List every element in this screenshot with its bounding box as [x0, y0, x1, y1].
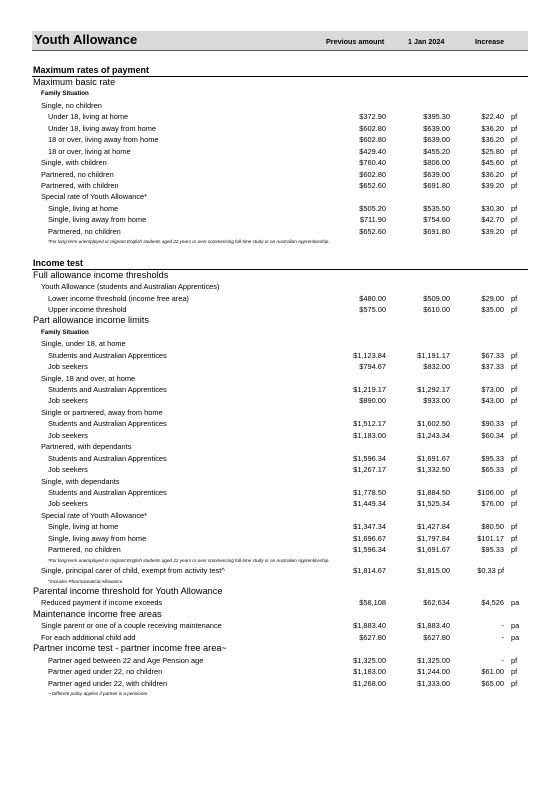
new-amount: $1,244.00 [417, 667, 450, 677]
row-label: Job seekers [48, 499, 88, 509]
row-label: Students and Australian Apprentices [48, 385, 167, 394]
row-label: Lower income threshold (income free area) [48, 293, 189, 303]
row-label: 18 or over, living at home [48, 146, 131, 156]
payment-period: pf [511, 499, 518, 509]
increase-amount: $101.17 [477, 533, 504, 543]
previous-amount: $1,347.34 [353, 522, 386, 532]
table-row [32, 293, 528, 304]
table-row [32, 620, 528, 631]
payment-period: pa [511, 632, 520, 642]
table-row [32, 169, 528, 180]
new-amount: $1,191.17 [417, 350, 450, 360]
row-label: Single, 18 and over, at home [41, 373, 136, 383]
previous-amount: $480.00 [359, 293, 386, 303]
increase-amount: $39.20 [481, 226, 504, 236]
increase-amount: $67.33 [481, 350, 504, 360]
new-amount: $1,691.67 [417, 453, 450, 463]
row-label: Single, living away from home [48, 215, 147, 225]
table-row [32, 418, 528, 429]
increase-amount: $35.00 [481, 304, 504, 314]
new-amount: $1,333.00 [417, 678, 450, 688]
payment-period: pf [511, 419, 518, 429]
table-row [32, 678, 528, 689]
table-row [32, 146, 528, 157]
increase-amount: $106.00 [477, 487, 504, 497]
payment-period: pa [511, 598, 520, 608]
payment-period: pf [511, 533, 518, 543]
row-label: Maintenance income free areas [33, 608, 162, 619]
previous-amount: $627.80 [359, 632, 386, 642]
previous-amount: $1,219.17 [353, 385, 386, 394]
footnote-row [32, 577, 528, 587]
section-heading-max-rates: Maximum rates of payment [32, 65, 528, 77]
previous-amount: $711.90 [359, 215, 386, 225]
new-amount: $691.80 [423, 226, 450, 236]
payment-period: pf [511, 169, 518, 179]
row-label: Special rate of Youth Allowance* [41, 192, 148, 202]
footnote-row [32, 689, 528, 699]
increase-amount: - [501, 655, 504, 665]
category-row [32, 609, 528, 620]
table-row [32, 533, 528, 544]
family-situation-row [32, 327, 528, 338]
row-label: Job seekers [48, 362, 88, 372]
increase-amount: $80.50 [481, 522, 504, 532]
rates-document [32, 31, 528, 698]
increase-amount: $29.00 [481, 293, 504, 303]
table-row [32, 338, 528, 349]
new-amount: $1,292.17 [417, 385, 450, 394]
previous-amount: $794.67 [359, 362, 386, 372]
table-row [32, 510, 528, 521]
payment-period: pa [511, 621, 520, 631]
row-label: Students and Australian Apprentices [48, 419, 167, 429]
previous-amount: $372.90 [359, 112, 386, 122]
new-amount: $1,797.84 [417, 533, 450, 543]
section-heading-income-test: Income test [32, 258, 528, 270]
increase-amount: $45.60 [481, 158, 504, 168]
increase-amount: $60.34 [481, 430, 504, 440]
row-label: Partnered, with dependants [41, 442, 132, 452]
category-row [32, 270, 528, 281]
table-row [32, 157, 528, 168]
increase-amount: $65.00 [481, 678, 504, 688]
previous-amount: $1,814.67 [353, 566, 386, 576]
payment-period: pf [511, 465, 518, 475]
row-label: Students and Australian Apprentices [48, 487, 167, 497]
row-label: Family Situation [41, 90, 89, 98]
new-amount: $455.20 [423, 146, 450, 156]
footnote-text: ~ Different policy applies if partner is a pensioner. [48, 690, 149, 696]
footnote-row [32, 237, 528, 247]
payment-period: pf [511, 215, 518, 225]
new-amount: $639.00 [423, 123, 450, 133]
payment-period: pf [511, 362, 518, 372]
table-row [32, 565, 528, 576]
payment-period: pf [511, 522, 518, 532]
table-header-bar [32, 31, 528, 51]
row-label: Partner income test - partner income free area~ [33, 643, 227, 654]
new-amount: $691.80 [423, 180, 450, 190]
increase-amount: $36.20 [481, 169, 504, 179]
row-label: Students and Australian Apprentices [48, 350, 167, 360]
previous-amount: $1,267.17 [353, 465, 386, 475]
new-amount: $509.00 [423, 293, 450, 303]
previous-amount: $602.80 [359, 135, 386, 145]
footnote-text: ^Includes Pharmaceutical Allowance. [48, 578, 124, 584]
increase-amount: $0.33 pf [477, 566, 504, 576]
payment-period: pf [511, 112, 518, 122]
new-amount: $1,691.67 [417, 545, 450, 555]
new-amount: $1,325.00 [417, 655, 450, 665]
new-amount: $933.00 [423, 396, 450, 406]
column-header-increase: Increase [475, 37, 505, 46]
previous-amount: $1,183.00 [353, 430, 386, 440]
new-amount: $535.50 [423, 203, 450, 213]
row-label: Part allowance income limits [33, 315, 149, 326]
previous-amount: $429.40 [359, 146, 386, 156]
row-label: Special rate of Youth Allowance* [41, 510, 148, 520]
previous-amount: $602.80 [359, 123, 386, 133]
row-label: Single or partnered, away from home [41, 407, 163, 417]
payment-period: pf [511, 655, 518, 665]
new-amount: $806.00 [423, 158, 450, 168]
payment-period: pf [511, 226, 518, 236]
income-test-table [32, 270, 528, 699]
table-row [32, 134, 528, 145]
column-header-new: 1 Jan 2024 [408, 37, 445, 46]
footnote-text: *For long-term unemployed or migrant English students aged 22 years or over commencing full-time study or an Australian Apprenticeship. [48, 557, 330, 563]
column-header-previous: Previous amount [326, 37, 385, 46]
payment-period: pf [511, 545, 518, 555]
increase-amount: $36.20 [481, 135, 504, 145]
row-label: Job seekers [48, 396, 88, 406]
footnote-row [32, 556, 528, 566]
row-label: For each additional child add [41, 632, 136, 642]
row-label: Maximum basic rate [33, 77, 116, 87]
previous-amount: $652.60 [359, 180, 386, 190]
row-label: Partner aged between 22 and Age Pension age [48, 655, 204, 665]
row-label: Partnered, with children [41, 180, 119, 190]
increase-amount: $30.30 [481, 203, 504, 213]
row-label: Partner aged under 22, no children [48, 667, 163, 677]
table-row [32, 281, 528, 292]
new-amount: $1,427.84 [417, 522, 450, 532]
table-row [32, 384, 528, 395]
payment-period: pf [511, 678, 518, 688]
payment-period: pf [511, 180, 518, 190]
previous-amount: $652.60 [359, 226, 386, 236]
row-label: Single, with dependants [41, 476, 120, 486]
payment-period: pf [511, 146, 518, 156]
table-row [32, 203, 528, 214]
new-amount: $1,884.50 [417, 487, 450, 497]
payment-period: pf [511, 203, 518, 213]
previous-amount: $1,123.84 [353, 350, 386, 360]
row-label: Youth Allowance (students and Australian Apprentices) [41, 282, 220, 292]
row-label: Partnered, no children [48, 545, 121, 555]
table-row [32, 632, 528, 643]
payment-period: pf [511, 350, 518, 360]
category-row [32, 77, 528, 88]
increase-amount: $36.20 [481, 123, 504, 133]
row-label: Upper income threshold [48, 304, 127, 314]
footnote-text: *For long-term unemployed or migrant English students aged 22 years or over commencing full-time study or an Australian Apprenticeship. [48, 239, 330, 245]
table-row [32, 487, 528, 498]
increase-amount: $43.00 [481, 396, 504, 406]
row-label: Family Situation [41, 328, 89, 336]
previous-amount: $575.00 [359, 304, 386, 314]
payment-period: pf [511, 158, 518, 168]
row-label: Job seekers [48, 430, 88, 440]
row-label: Single, with children [41, 158, 107, 168]
previous-amount: $1,778.50 [353, 487, 386, 497]
row-label: Full allowance income thresholds [33, 269, 169, 280]
new-amount: $1,883.40 [417, 621, 450, 631]
row-label: Single, under 18, at home [41, 339, 126, 349]
table-row [32, 304, 528, 315]
table-row [32, 464, 528, 475]
row-label: Single, no children [41, 100, 102, 110]
row-label: Under 18, living away from home [48, 123, 157, 133]
increase-amount: $22.40 [481, 112, 504, 122]
category-row [32, 315, 528, 326]
new-amount: $1,815.00 [417, 566, 450, 576]
max-rates-table [32, 77, 528, 247]
row-label: Partnered, no children [48, 226, 121, 236]
row-label: Single, principal carer of child, exempt from activity test^ [41, 566, 225, 576]
row-label: Students and Australian Apprentices [48, 453, 167, 463]
table-row [32, 655, 528, 666]
payment-period: pf [511, 304, 518, 314]
payment-period: pf [511, 135, 518, 145]
previous-amount: $58,108 [359, 598, 386, 608]
increase-amount: $95.33 [481, 545, 504, 555]
table-row [32, 476, 528, 487]
category-row [32, 586, 528, 597]
increase-amount: $42.70 [481, 215, 504, 225]
table-row [32, 373, 528, 384]
new-amount: $1,525.34 [417, 499, 450, 509]
increase-amount: $25.80 [481, 146, 504, 156]
increase-amount: $73.00 [481, 385, 504, 394]
payment-period: pf [511, 453, 518, 463]
increase-amount: $65.33 [481, 465, 504, 475]
row-label: Single, living away from home [48, 533, 147, 543]
increase-amount: $95.33 [481, 453, 504, 463]
table-row [32, 407, 528, 418]
row-label: Single, living at home [48, 203, 119, 213]
table-row [32, 180, 528, 191]
increase-amount: $61.00 [481, 667, 504, 677]
category-row [32, 643, 528, 654]
table-row [32, 214, 528, 225]
payment-period: pf [511, 123, 518, 133]
document-title: Youth Allowance [34, 32, 138, 47]
payment-period: pf [511, 396, 518, 406]
table-row [32, 544, 528, 555]
new-amount: $1,602.50 [417, 419, 450, 429]
new-amount: $627.80 [423, 632, 450, 642]
new-amount: $1,243.34 [417, 430, 450, 440]
table-row [32, 430, 528, 441]
previous-amount: $1,596.34 [353, 453, 386, 463]
table-row [32, 666, 528, 677]
table-row [32, 123, 528, 134]
payment-period: pf [511, 430, 518, 440]
previous-amount: $890.00 [359, 396, 386, 406]
row-label: Single, living at home [48, 522, 119, 532]
table-row [32, 100, 528, 111]
new-amount: $832.00 [423, 362, 450, 372]
increase-amount: $37.33 [481, 362, 504, 372]
new-amount: $639.00 [423, 169, 450, 179]
previous-amount: $1,183.00 [353, 667, 386, 677]
previous-amount: $760.40 [359, 158, 386, 168]
increase-amount: $76.00 [481, 499, 504, 509]
previous-amount: $1,883.40 [353, 621, 386, 631]
payment-period: pf [511, 667, 518, 677]
previous-amount: $1,268.00 [353, 678, 386, 688]
row-label: Single parent or one of a couple receiving maintenance [41, 621, 222, 631]
increase-amount: - [501, 632, 504, 642]
table-row [32, 521, 528, 532]
increase-amount: - [501, 621, 504, 631]
row-label: Partner aged under 22, with children [48, 678, 168, 688]
table-row [32, 441, 528, 452]
increase-amount: $39.20 [481, 180, 504, 190]
new-amount: $639.00 [423, 135, 450, 145]
previous-amount: $1,325.00 [353, 655, 386, 665]
new-amount: $754.60 [423, 215, 450, 225]
row-label: 18 or over, living away from home [48, 135, 159, 145]
previous-amount: $505.20 [359, 203, 386, 213]
previous-amount: $1,696.67 [353, 533, 386, 543]
increase-amount: $4,526 [481, 598, 504, 608]
new-amount: $1,332.50 [417, 465, 450, 475]
row-label: Reduced payment if income exceeds [41, 598, 163, 608]
table-row [32, 111, 528, 122]
table-row [32, 350, 528, 361]
row-label: Job seekers [48, 465, 88, 475]
row-label: Under 18, living at home [48, 112, 129, 122]
table-row [32, 453, 528, 464]
new-amount: $62,634 [423, 598, 450, 608]
row-label: Partnered, no children [41, 169, 114, 179]
table-row [32, 597, 528, 608]
payment-period: pf [511, 293, 518, 303]
previous-amount: $602.80 [359, 169, 386, 179]
row-label: Parental income threshold for Youth Allowance [33, 586, 223, 596]
previous-amount: $1,449.34 [353, 499, 386, 509]
table-row [32, 361, 528, 372]
previous-amount: $1,596.34 [353, 545, 386, 555]
family-situation-row [32, 88, 528, 99]
table-row [32, 395, 528, 406]
table-row [32, 191, 528, 202]
table-row [32, 498, 528, 509]
previous-amount: $1,512.17 [353, 419, 386, 429]
new-amount: $395.30 [423, 112, 450, 122]
table-row [32, 226, 528, 237]
new-amount: $610.00 [423, 304, 450, 314]
increase-amount: $90.33 [481, 419, 504, 429]
payment-period: pf [511, 385, 518, 394]
payment-period: pf [511, 487, 518, 497]
